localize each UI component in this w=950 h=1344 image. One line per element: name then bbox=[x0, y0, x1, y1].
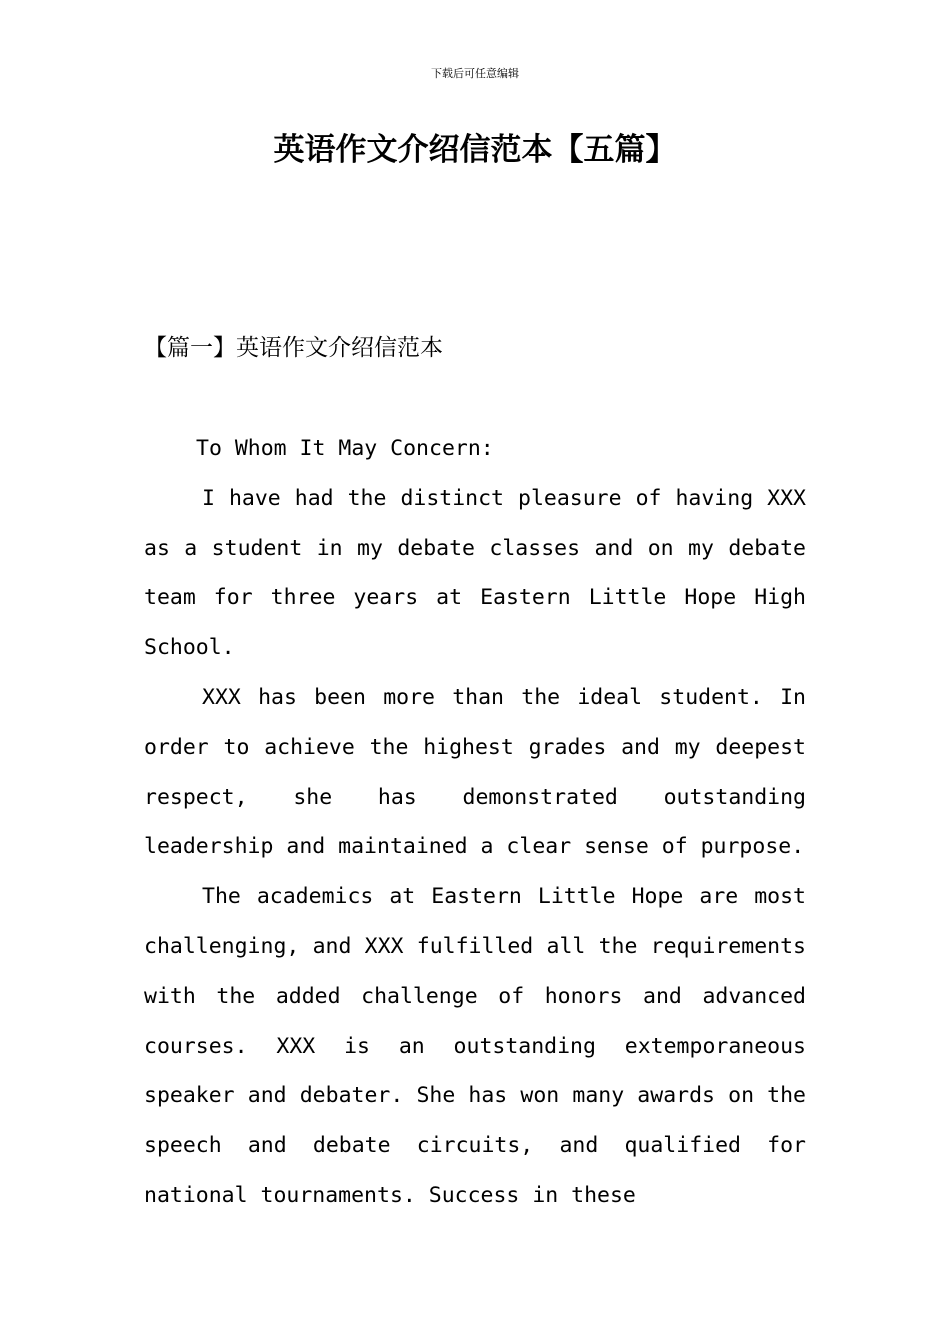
letter-salutation: To Whom It May Concern: bbox=[196, 436, 494, 461]
document-title: 英语作文介绍信范本【五篇】 bbox=[273, 132, 677, 168]
section-heading: 【篇一】英语作文介绍信范本 bbox=[144, 335, 443, 361]
letter-paragraph-2: XXX has been more than the ideal student. In order to achieve the highest grades and my deepest respect, she has demonstrated outstanding leadership and maintained a clear sense of purpose. bbox=[144, 684, 806, 860]
letter-paragraph-1: I have had the distinct pleasure of having XXX as a student in my debate classes and on my debate team for three years at Eastern Little Hope High School. bbox=[144, 485, 806, 661]
letter-paragraph-3: The academics at Eastern Little Hope are most challenging, and XXX fulfilled all the requirements with the added challenge of honors and advanced courses. XXX is an outstanding extemporaneous speaker and debater. She has won many awards on the speech and debate circuits, and qualified for national tournaments. Success in these bbox=[144, 884, 806, 1208]
page-header-note: 下载后可任意编辑 bbox=[431, 67, 519, 80]
letter-body bbox=[144, 424, 806, 1221]
